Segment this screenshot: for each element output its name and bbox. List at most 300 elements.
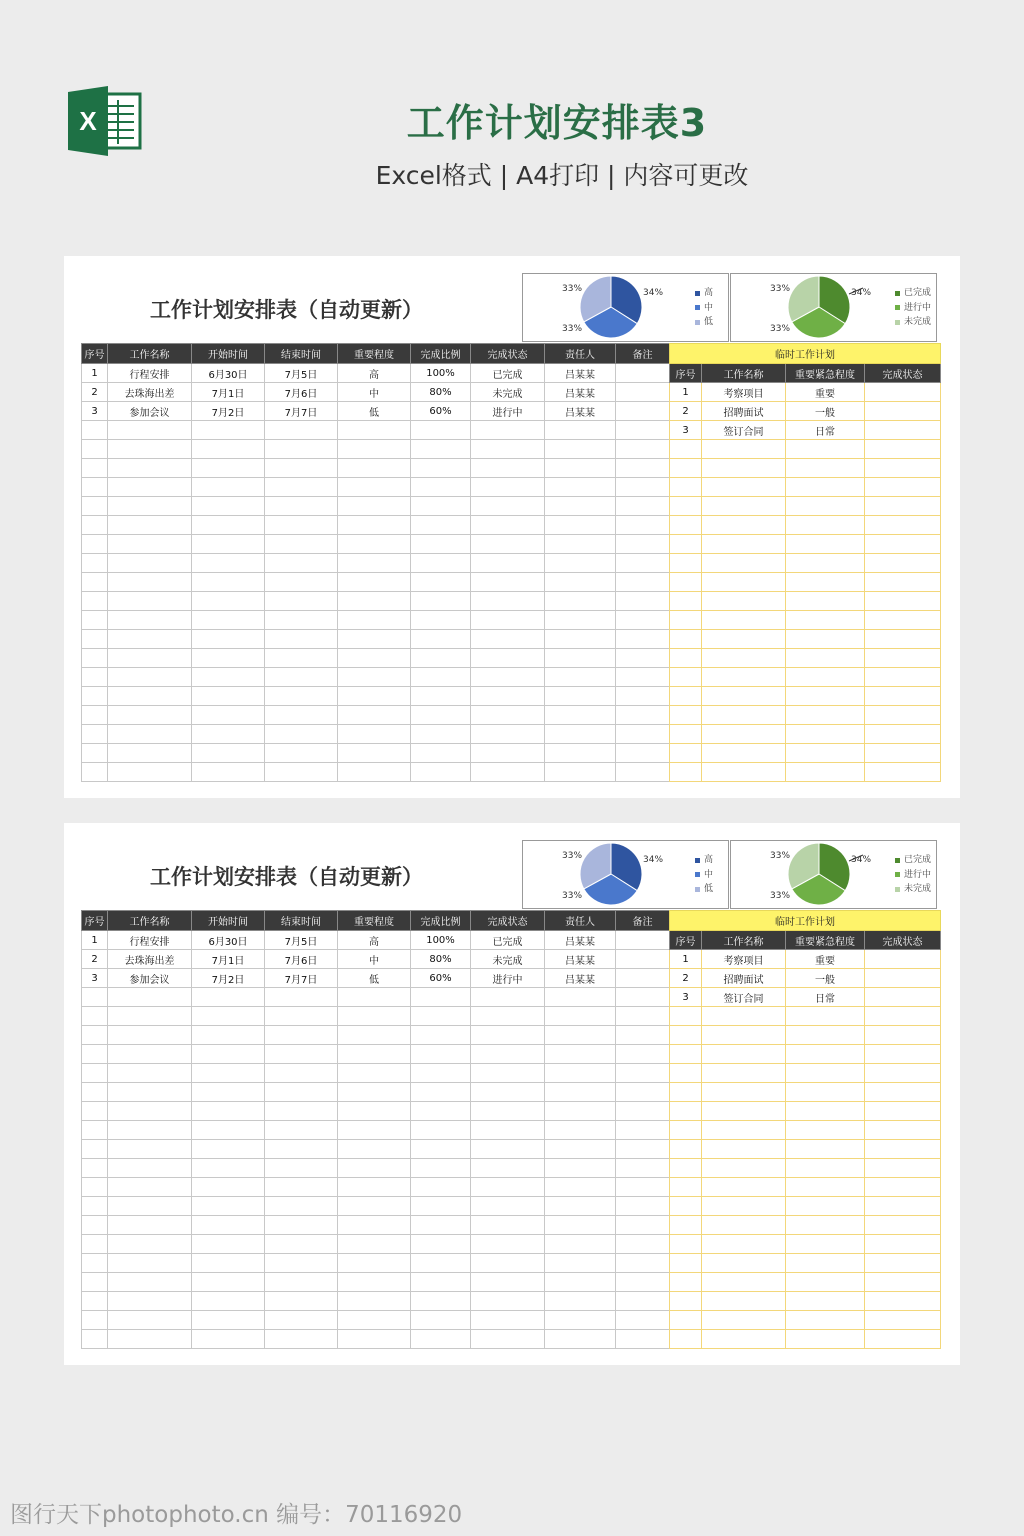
table-cell[interactable] (108, 725, 192, 744)
table-cell[interactable] (108, 1064, 192, 1083)
table-cell[interactable]: 参加会议 (108, 969, 192, 988)
table-cell[interactable] (471, 1045, 545, 1064)
table-cell[interactable] (545, 1121, 616, 1140)
table-cell[interactable] (786, 1007, 865, 1026)
table-cell[interactable] (411, 1273, 471, 1292)
table-cell[interactable] (108, 1121, 192, 1140)
table-cell[interactable] (616, 592, 670, 611)
table-cell[interactable]: 1 (82, 931, 108, 950)
table-cell[interactable] (786, 573, 865, 592)
table-cell[interactable] (192, 1197, 265, 1216)
table-cell[interactable] (545, 535, 616, 554)
table-cell[interactable] (616, 535, 670, 554)
table-cell[interactable] (338, 763, 411, 782)
table-cell[interactable] (865, 440, 941, 459)
table-cell[interactable] (265, 421, 338, 440)
table-cell[interactable] (265, 1083, 338, 1102)
table-cell[interactable] (82, 988, 108, 1007)
table-cell[interactable] (192, 649, 265, 668)
table-cell[interactable] (471, 763, 545, 782)
table-cell[interactable] (265, 459, 338, 478)
table-cell[interactable] (545, 1007, 616, 1026)
table-cell[interactable] (265, 1292, 338, 1311)
table-cell[interactable] (865, 1007, 941, 1026)
table-cell[interactable] (616, 402, 670, 421)
table-cell[interactable] (786, 1292, 865, 1311)
table-cell[interactable] (545, 554, 616, 573)
table-cell[interactable] (670, 1045, 702, 1064)
table-cell[interactable] (82, 1311, 108, 1330)
table-cell[interactable] (702, 592, 786, 611)
table-cell[interactable] (265, 554, 338, 573)
table-cell[interactable] (786, 1178, 865, 1197)
table-cell[interactable] (265, 630, 338, 649)
table-cell[interactable]: 吕某某 (545, 364, 616, 383)
table-cell[interactable] (471, 1197, 545, 1216)
table-cell[interactable] (411, 1026, 471, 1045)
table-cell[interactable]: 日常 (786, 421, 865, 440)
table-cell[interactable] (616, 1083, 670, 1102)
table-cell[interactable]: 3 (670, 988, 702, 1007)
table-cell[interactable] (82, 1273, 108, 1292)
table-cell[interactable] (616, 497, 670, 516)
table-cell[interactable] (192, 516, 265, 535)
table-cell[interactable] (265, 649, 338, 668)
table-cell[interactable]: 低 (338, 402, 411, 421)
table-cell[interactable]: 7月2日 (192, 402, 265, 421)
table-cell[interactable] (192, 1292, 265, 1311)
table-cell[interactable]: 一般 (786, 402, 865, 421)
table-cell[interactable] (670, 573, 702, 592)
table-cell[interactable] (192, 744, 265, 763)
table-cell[interactable] (265, 1045, 338, 1064)
table-cell[interactable] (865, 1159, 941, 1178)
table-cell[interactable] (545, 1045, 616, 1064)
table-cell[interactable] (865, 383, 941, 402)
table-cell[interactable] (865, 497, 941, 516)
table-cell[interactable] (545, 573, 616, 592)
table-cell[interactable] (616, 649, 670, 668)
table-cell[interactable] (786, 611, 865, 630)
table-cell[interactable] (702, 1159, 786, 1178)
table-cell[interactable] (108, 1159, 192, 1178)
table-cell[interactable] (411, 1197, 471, 1216)
table-cell[interactable] (192, 1045, 265, 1064)
table-cell[interactable] (786, 1121, 865, 1140)
table-cell[interactable]: 1 (82, 364, 108, 383)
table-cell[interactable] (82, 516, 108, 535)
table-cell[interactable]: 中 (338, 383, 411, 402)
table-cell[interactable] (702, 630, 786, 649)
table-cell[interactable] (786, 1330, 865, 1349)
table-cell[interactable] (670, 725, 702, 744)
table-cell[interactable] (786, 725, 865, 744)
table-cell[interactable] (471, 421, 545, 440)
table-cell[interactable] (786, 649, 865, 668)
table-cell[interactable]: 参加会议 (108, 402, 192, 421)
table-cell[interactable] (865, 687, 941, 706)
table-cell[interactable] (192, 497, 265, 516)
table-cell[interactable] (108, 459, 192, 478)
table-cell[interactable]: 2 (670, 969, 702, 988)
table-cell[interactable] (616, 1235, 670, 1254)
table-cell[interactable] (471, 497, 545, 516)
table-cell[interactable] (545, 1216, 616, 1235)
table-cell[interactable] (192, 1159, 265, 1178)
table-cell[interactable] (670, 1007, 702, 1026)
table-cell[interactable] (338, 1254, 411, 1273)
table-cell[interactable] (471, 1235, 545, 1254)
table-cell[interactable] (616, 1026, 670, 1045)
table-cell[interactable] (616, 1102, 670, 1121)
table-cell[interactable] (786, 1140, 865, 1159)
table-cell[interactable] (192, 592, 265, 611)
table-cell[interactable]: 7月1日 (192, 383, 265, 402)
table-cell[interactable] (411, 1064, 471, 1083)
table-cell[interactable] (786, 440, 865, 459)
table-cell[interactable] (265, 1026, 338, 1045)
table-cell[interactable] (616, 744, 670, 763)
table-cell[interactable] (338, 554, 411, 573)
table-cell[interactable] (670, 1254, 702, 1273)
table-cell[interactable] (265, 573, 338, 592)
table-cell[interactable] (670, 744, 702, 763)
table-cell[interactable] (82, 706, 108, 725)
table-cell[interactable]: 7月6日 (265, 950, 338, 969)
table-cell[interactable]: 7月5日 (265, 364, 338, 383)
table-cell[interactable] (865, 1197, 941, 1216)
table-cell[interactable] (108, 1311, 192, 1330)
table-cell[interactable] (545, 630, 616, 649)
table-cell[interactable] (192, 1026, 265, 1045)
table-cell[interactable] (82, 592, 108, 611)
table-cell[interactable] (192, 725, 265, 744)
table-cell[interactable] (338, 1064, 411, 1083)
table-cell[interactable]: 重要 (786, 383, 865, 402)
table-cell[interactable] (108, 649, 192, 668)
table-cell[interactable] (108, 687, 192, 706)
table-cell[interactable] (616, 1045, 670, 1064)
table-cell[interactable] (265, 744, 338, 763)
table-cell[interactable] (265, 1007, 338, 1026)
table-cell[interactable] (108, 1140, 192, 1159)
table-cell[interactable] (702, 478, 786, 497)
table-cell[interactable]: 吕某某 (545, 969, 616, 988)
table-cell[interactable] (865, 988, 941, 1007)
table-cell[interactable] (471, 649, 545, 668)
table-cell[interactable] (545, 421, 616, 440)
table-cell[interactable] (82, 1178, 108, 1197)
table-cell[interactable] (616, 1254, 670, 1273)
table-cell[interactable] (545, 744, 616, 763)
table-cell[interactable] (545, 1254, 616, 1273)
table-cell[interactable] (192, 459, 265, 478)
table-cell[interactable] (265, 706, 338, 725)
table-cell[interactable] (670, 687, 702, 706)
table-cell[interactable] (702, 611, 786, 630)
table-cell[interactable] (786, 1216, 865, 1235)
table-cell[interactable] (265, 478, 338, 497)
table-cell[interactable]: 低 (338, 969, 411, 988)
table-cell[interactable] (338, 1292, 411, 1311)
table-cell[interactable] (192, 1311, 265, 1330)
table-cell[interactable] (545, 497, 616, 516)
table-cell[interactable] (265, 1254, 338, 1273)
table-cell[interactable]: 7月7日 (265, 969, 338, 988)
table-cell[interactable] (411, 440, 471, 459)
table-cell[interactable] (82, 1064, 108, 1083)
table-cell[interactable] (786, 592, 865, 611)
table-cell[interactable] (471, 1159, 545, 1178)
table-cell[interactable] (192, 440, 265, 459)
table-cell[interactable]: 60% (411, 402, 471, 421)
table-cell[interactable] (616, 421, 670, 440)
table-cell[interactable] (265, 1235, 338, 1254)
table-cell[interactable] (786, 630, 865, 649)
table-cell[interactable] (82, 1102, 108, 1121)
table-cell[interactable] (865, 459, 941, 478)
table-cell[interactable] (865, 1311, 941, 1330)
table-cell[interactable] (545, 763, 616, 782)
table-cell[interactable] (616, 1178, 670, 1197)
table-cell[interactable]: 6月30日 (192, 931, 265, 950)
table-cell[interactable] (338, 1330, 411, 1349)
table-cell[interactable] (338, 706, 411, 725)
table-cell[interactable] (108, 744, 192, 763)
table-cell[interactable]: 1 (670, 383, 702, 402)
table-cell[interactable] (786, 459, 865, 478)
table-cell[interactable] (702, 1045, 786, 1064)
table-cell[interactable] (670, 1121, 702, 1140)
table-cell[interactable] (338, 1159, 411, 1178)
table-cell[interactable] (265, 1102, 338, 1121)
table-cell[interactable] (82, 630, 108, 649)
table-cell[interactable] (411, 1178, 471, 1197)
table-cell[interactable] (616, 1159, 670, 1178)
table-cell[interactable] (702, 535, 786, 554)
table-cell[interactable] (82, 725, 108, 744)
table-cell[interactable]: 吕某某 (545, 402, 616, 421)
table-cell[interactable] (192, 1254, 265, 1273)
table-cell[interactable] (338, 988, 411, 1007)
table-cell[interactable] (670, 1140, 702, 1159)
table-cell[interactable] (670, 1292, 702, 1311)
table-cell[interactable] (702, 763, 786, 782)
table-cell[interactable] (545, 478, 616, 497)
table-cell[interactable] (545, 725, 616, 744)
table-cell[interactable] (192, 1178, 265, 1197)
table-cell[interactable]: 2 (82, 950, 108, 969)
table-cell[interactable] (108, 988, 192, 1007)
table-cell[interactable] (471, 706, 545, 725)
table-cell[interactable] (545, 1026, 616, 1045)
table-cell[interactable] (411, 592, 471, 611)
table-cell[interactable] (411, 668, 471, 687)
table-cell[interactable] (616, 931, 670, 950)
table-cell[interactable] (411, 535, 471, 554)
table-cell[interactable] (616, 516, 670, 535)
table-cell[interactable] (786, 706, 865, 725)
table-cell[interactable] (670, 763, 702, 782)
table-cell[interactable] (670, 478, 702, 497)
table-cell[interactable] (265, 1330, 338, 1349)
table-cell[interactable] (545, 1311, 616, 1330)
table-cell[interactable] (471, 516, 545, 535)
table-cell[interactable] (616, 1197, 670, 1216)
table-cell[interactable] (865, 1254, 941, 1273)
table-cell[interactable] (192, 1064, 265, 1083)
table-cell[interactable] (192, 554, 265, 573)
table-cell[interactable]: 吕某某 (545, 950, 616, 969)
table-cell[interactable]: 进行中 (471, 969, 545, 988)
table-cell[interactable] (265, 1140, 338, 1159)
table-cell[interactable] (702, 744, 786, 763)
table-cell[interactable] (265, 668, 338, 687)
table-cell[interactable] (616, 554, 670, 573)
table-cell[interactable]: 考察项目 (702, 383, 786, 402)
table-cell[interactable] (411, 1007, 471, 1026)
table-cell[interactable] (192, 1083, 265, 1102)
table-cell[interactable] (616, 630, 670, 649)
table-cell[interactable] (786, 554, 865, 573)
table-cell[interactable] (616, 763, 670, 782)
table-cell[interactable] (616, 1121, 670, 1140)
table-cell[interactable] (702, 1026, 786, 1045)
table-cell[interactable] (670, 668, 702, 687)
table-cell[interactable]: 7月5日 (265, 931, 338, 950)
table-cell[interactable] (338, 592, 411, 611)
table-cell[interactable] (865, 1235, 941, 1254)
table-cell[interactable] (108, 573, 192, 592)
table-cell[interactable] (670, 497, 702, 516)
table-cell[interactable]: 高 (338, 364, 411, 383)
table-cell[interactable] (192, 1102, 265, 1121)
table-cell[interactable] (411, 573, 471, 592)
table-cell[interactable] (82, 1330, 108, 1349)
table-cell[interactable] (471, 1178, 545, 1197)
table-cell[interactable] (108, 1083, 192, 1102)
table-cell[interactable]: 6月30日 (192, 364, 265, 383)
table-cell[interactable] (616, 969, 670, 988)
table-cell[interactable] (545, 1197, 616, 1216)
table-cell[interactable] (616, 1311, 670, 1330)
table-cell[interactable] (82, 744, 108, 763)
table-cell[interactable] (702, 687, 786, 706)
table-cell[interactable] (82, 1254, 108, 1273)
table-cell[interactable] (670, 554, 702, 573)
table-cell[interactable] (471, 554, 545, 573)
table-cell[interactable] (265, 1178, 338, 1197)
table-cell[interactable] (471, 1140, 545, 1159)
table-cell[interactable] (411, 725, 471, 744)
table-cell[interactable] (471, 611, 545, 630)
table-cell[interactable] (702, 668, 786, 687)
table-cell[interactable] (108, 611, 192, 630)
table-cell[interactable] (338, 611, 411, 630)
table-cell[interactable] (411, 1292, 471, 1311)
table-cell[interactable] (545, 1140, 616, 1159)
table-cell[interactable] (192, 535, 265, 554)
table-cell[interactable] (865, 478, 941, 497)
table-cell[interactable] (545, 611, 616, 630)
table-cell[interactable] (545, 1292, 616, 1311)
table-cell[interactable] (865, 611, 941, 630)
table-cell[interactable] (265, 687, 338, 706)
table-cell[interactable]: 7月1日 (192, 950, 265, 969)
table-cell[interactable] (265, 611, 338, 630)
table-cell[interactable] (338, 1273, 411, 1292)
table-cell[interactable] (265, 1197, 338, 1216)
table-cell[interactable] (108, 478, 192, 497)
table-cell[interactable] (338, 535, 411, 554)
table-cell[interactable] (471, 687, 545, 706)
table-cell[interactable] (411, 1216, 471, 1235)
table-cell[interactable] (338, 649, 411, 668)
table-cell[interactable]: 3 (670, 421, 702, 440)
table-cell[interactable] (471, 1007, 545, 1026)
table-cell[interactable]: 签订合同 (702, 988, 786, 1007)
table-cell[interactable] (786, 516, 865, 535)
table-cell[interactable] (702, 1178, 786, 1197)
table-cell[interactable] (545, 1083, 616, 1102)
table-cell[interactable] (82, 687, 108, 706)
table-cell[interactable] (265, 1216, 338, 1235)
table-cell[interactable] (616, 611, 670, 630)
table-cell[interactable] (471, 573, 545, 592)
table-cell[interactable] (616, 725, 670, 744)
table-cell[interactable] (670, 706, 702, 725)
table-cell[interactable] (865, 1045, 941, 1064)
table-cell[interactable] (616, 1007, 670, 1026)
table-cell[interactable] (865, 668, 941, 687)
table-cell[interactable]: 重要 (786, 950, 865, 969)
table-cell[interactable] (411, 421, 471, 440)
table-cell[interactable] (338, 668, 411, 687)
table-cell[interactable] (192, 1216, 265, 1235)
table-cell[interactable] (702, 554, 786, 573)
table-cell[interactable] (471, 478, 545, 497)
table-cell[interactable] (192, 1121, 265, 1140)
table-cell[interactable]: 3 (82, 402, 108, 421)
table-cell[interactable] (265, 1273, 338, 1292)
table-cell[interactable] (108, 1273, 192, 1292)
table-cell[interactable] (265, 516, 338, 535)
table-cell[interactable] (670, 1178, 702, 1197)
table-cell[interactable] (192, 1007, 265, 1026)
table-cell[interactable] (865, 1273, 941, 1292)
table-cell[interactable]: 1 (670, 950, 702, 969)
table-cell[interactable] (545, 1178, 616, 1197)
table-cell[interactable] (670, 440, 702, 459)
table-cell[interactable] (411, 988, 471, 1007)
table-cell[interactable] (786, 1026, 865, 1045)
table-cell[interactable] (702, 706, 786, 725)
table-cell[interactable] (192, 611, 265, 630)
table-cell[interactable]: 去珠海出差 (108, 383, 192, 402)
table-cell[interactable] (411, 1330, 471, 1349)
table-cell[interactable] (265, 1064, 338, 1083)
table-cell[interactable] (411, 1159, 471, 1178)
table-cell[interactable] (82, 611, 108, 630)
table-cell[interactable] (702, 516, 786, 535)
table-cell[interactable] (108, 535, 192, 554)
table-cell[interactable] (411, 1102, 471, 1121)
table-cell[interactable] (108, 440, 192, 459)
table-cell[interactable] (192, 573, 265, 592)
table-cell[interactable]: 未完成 (471, 950, 545, 969)
table-cell[interactable] (82, 440, 108, 459)
table-cell[interactable] (865, 516, 941, 535)
